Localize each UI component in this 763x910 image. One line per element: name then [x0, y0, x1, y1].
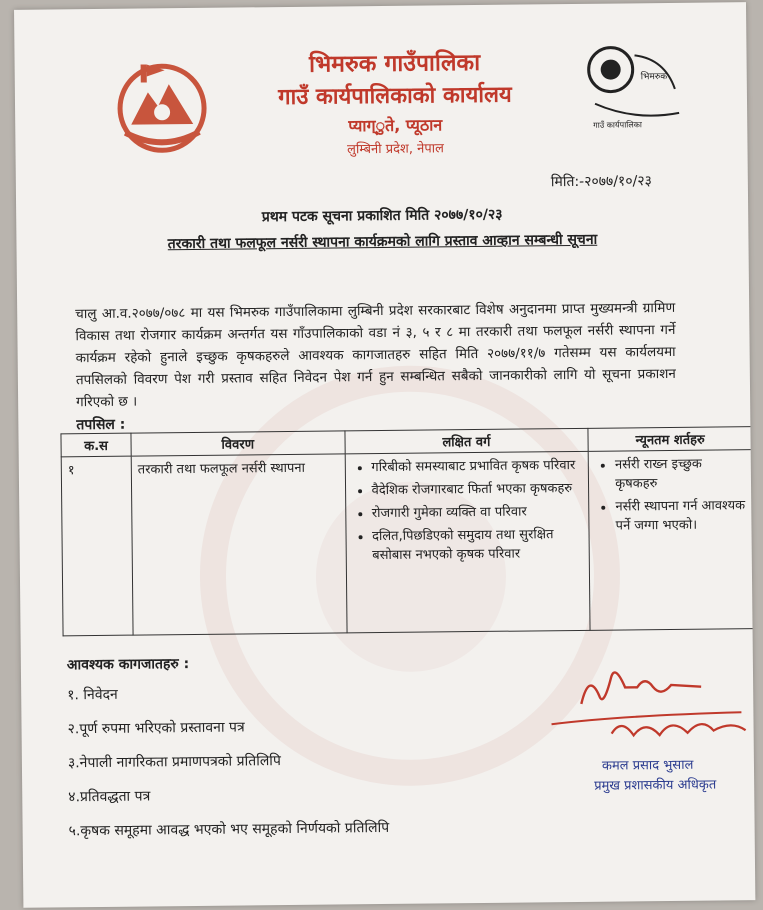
list-item: १. निवेदन: [67, 686, 118, 704]
handwritten-signature-icon: [541, 656, 756, 748]
office-seal-icon: [574, 29, 695, 134]
list-item: • नर्सरी राख्न इच्छुक कृषकहरु: [615, 454, 746, 493]
list-item: • वैदेशिक रोजगारबाट फिर्ता भएका कृषकहरु: [371, 479, 582, 500]
details-table: [60, 426, 754, 636]
org-name: भिमरुक गाउँपालिका: [308, 49, 481, 78]
letter-date: मिति:-२०७७/१०/२३: [550, 173, 652, 191]
notice-subject: तरकारी तथा फलफूल नर्सरी स्थापना कार्यक्रमको लागि प्रस्ताव आव्हान सम्बन्धी सूचना: [167, 231, 598, 253]
documents-title: आवश्यक कागजातहरु :: [66, 656, 190, 674]
list-item: • गरिबीको समस्याबाट प्रभावित कृषक परिवार: [371, 456, 582, 477]
notice-publish-date: प्रथम पटक सूचना प्रकाशित मिति २०७७/१०/२३: [261, 206, 503, 226]
office-name: गाउँ कार्यपालिकाको कार्यालय: [278, 82, 512, 111]
documents-list: [67, 682, 389, 855]
cell-target-groups: [345, 451, 591, 633]
notice-body: चालु आ.व.२०७७/०७८ मा यस भिमरुक गाउँपालिकामा लुम्बिनी प्रदेश सरकारबाट विशेष अनुदानमा प्राप्त मुख्यमन्त्री ग्रामिण विकास तथा रोजगार कार्यक्रम अन्तर्गत यस गाँउपालिकाको वडा नं ३, ५ र ८ मा तरकारी तथा फलफूल नर्सरी स्थापना गर्ने कार्यक्रम रहेको हुनाले इच्छुक कृषकहरुले आवश्यक कागजातहरु सहित मिति २०७७/११/७ गतेसम्म यस कार्यलयमा तपसिलको विवरण पेश गरी प्रस्ताव सहित निवेदन पेश गर्न हुन सम्बन्धित सबैको जानकारीको लागि यो सूचना प्रकाशन गरिएको छ ।: [75, 299, 676, 411]
header-description: विवरण: [131, 431, 345, 456]
list-item: ५.कृषक समूहमा आवद्ध भएको भए समूहको निर्णयको प्रतिलिपि: [68, 819, 390, 840]
notice-document: [14, 2, 755, 908]
header-conditions: न्यूनतम शर्तहरु: [588, 427, 752, 452]
table-row: [61, 450, 754, 636]
list-item: • नर्सरी स्थापना गर्न आवश्यक पर्ने जग्गा भएको।: [615, 496, 746, 535]
office-province: लुम्बिनी प्रदेश, नेपाल: [347, 141, 444, 158]
header-target-group: लक्षित वर्ग: [344, 428, 588, 454]
cell-description: तरकारी तथा फलफूल नर्सरी स्थापना: [131, 454, 346, 635]
table-caption: तपसिल :: [76, 416, 126, 434]
header-sn: क.स: [61, 433, 131, 457]
cell-sn: १: [61, 456, 133, 636]
nepal-emblem-icon: [102, 54, 221, 155]
svg-text:गाउँ कार्यपालिका: गाउँ कार्यपालिका: [593, 120, 642, 130]
list-item: ४.प्रतिवद्धता पत्र: [68, 788, 151, 806]
svg-text:भिमरुक: भिमरुक: [640, 71, 668, 83]
office-location: प्याग्ुते, प्यूठान: [348, 115, 443, 136]
list-item: ३.नेपाली नागरिकता प्रमाणपत्रको प्रतिलिपि: [67, 753, 281, 772]
list-item: • रोजगारी गुमेका व्यक्ति वा परिवार: [372, 502, 583, 523]
list-item: २.पूर्ण रुपमा भरिएको प्रस्तावना पत्र: [67, 719, 245, 738]
list-item: • दलित,पिछडिएको समुदाय तथा सुरक्षित बसोबास नभएको कृषक परिवार: [372, 525, 583, 565]
signatory-name: कमल प्रसाद भुसाल: [601, 757, 694, 774]
signatory-title: प्रमुख प्रशासकीय अधिकृत: [594, 777, 717, 794]
cell-conditions: [588, 450, 754, 631]
